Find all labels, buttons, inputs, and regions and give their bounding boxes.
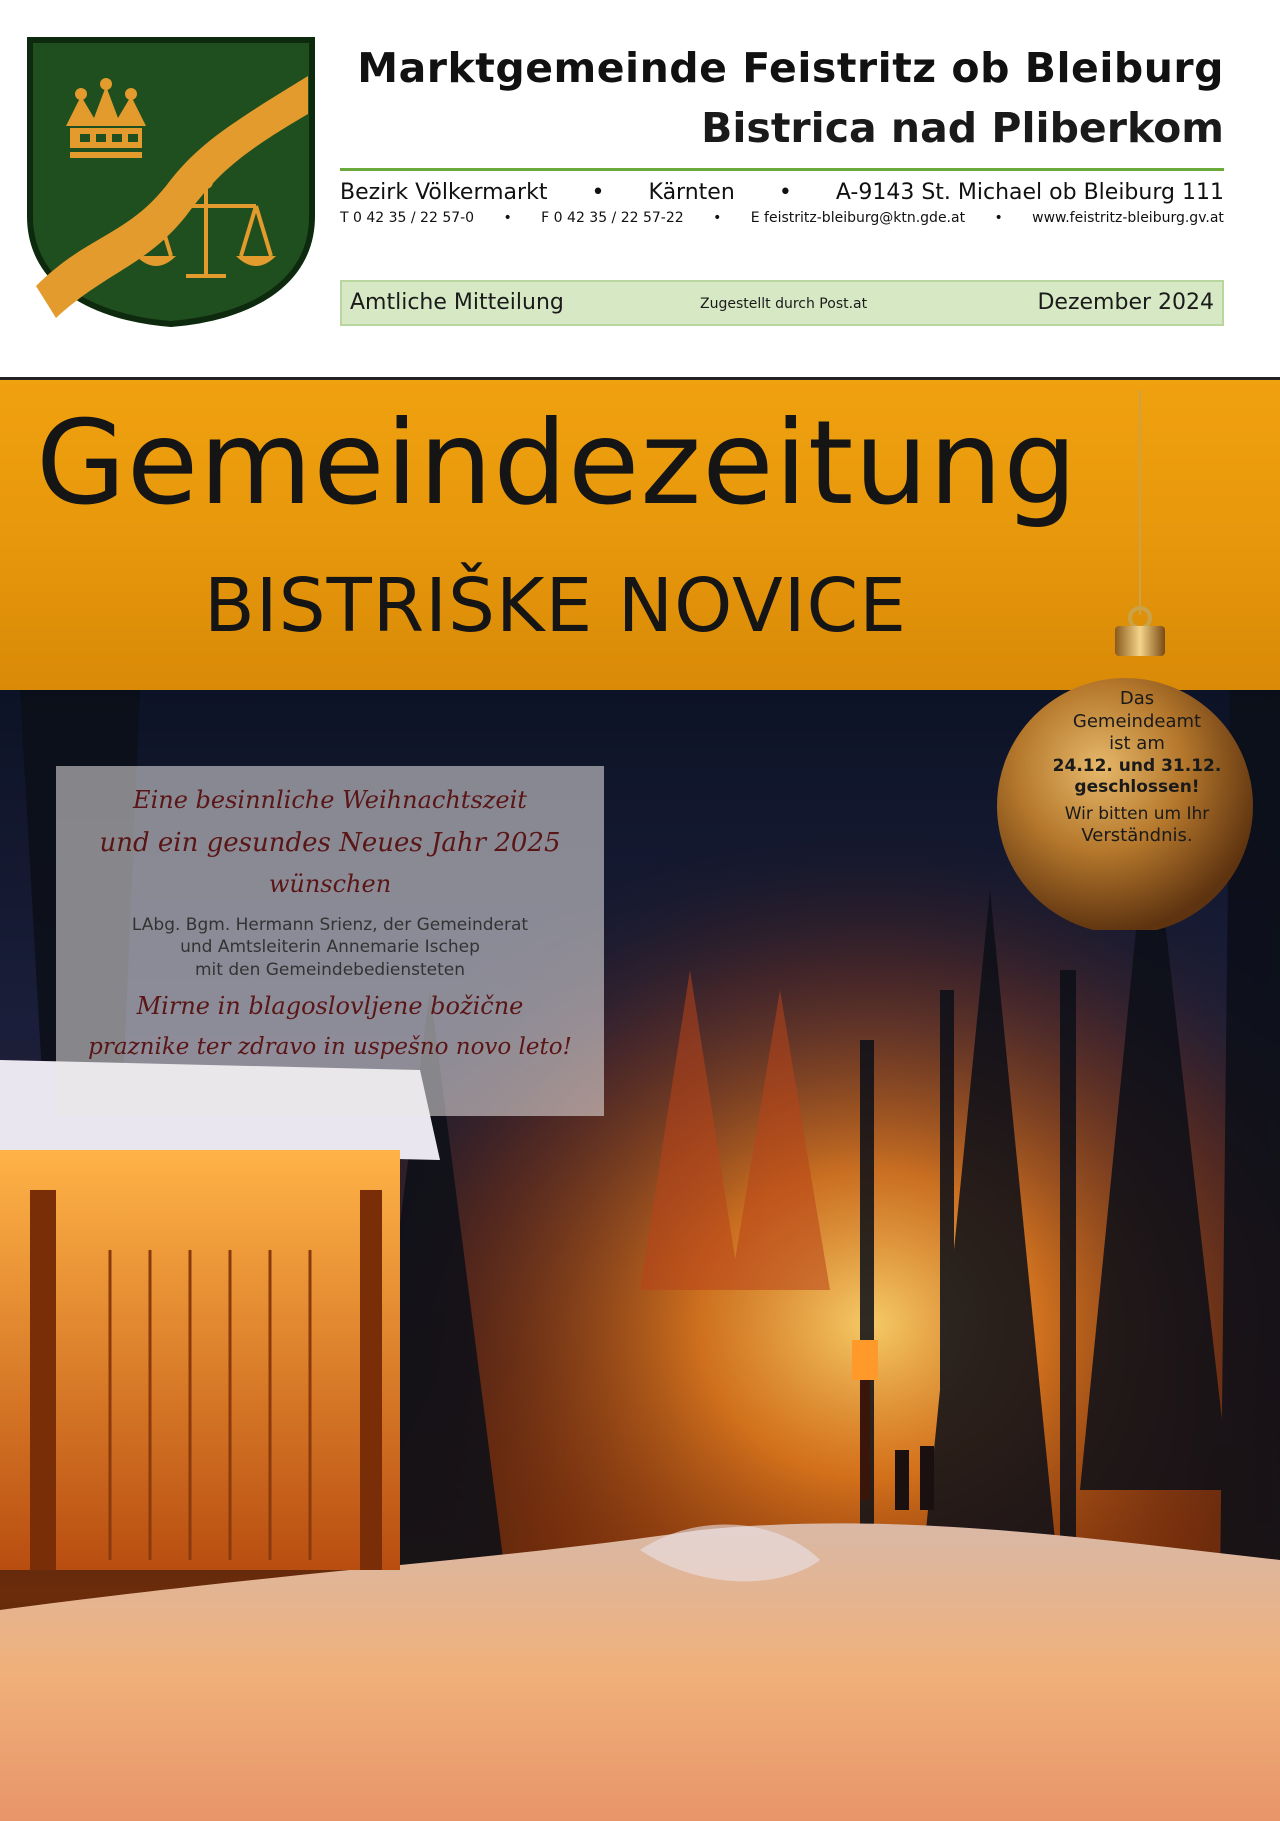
closure-line-7: Verständnis. xyxy=(1081,825,1193,847)
newspaper-title: Gemeindezeitung xyxy=(36,396,1079,531)
notice-bar xyxy=(340,280,1224,326)
sender-line-1: LAbg. Bgm. Hermann Srienz, der Gemeinderat xyxy=(131,915,529,935)
closure-line-1: Das xyxy=(1119,688,1155,709)
closure-line-3: ist am xyxy=(1109,733,1165,754)
official-notice-label: Amtliche Mitteilung xyxy=(350,290,564,315)
street-address-text: A-9143 St. Michael ob Bleiburg 111 xyxy=(835,180,1224,205)
municipality-name-slovene: Bistrica nad Pliberkom xyxy=(701,104,1224,152)
fax-number: F 0 42 35 / 22 57-22 xyxy=(541,210,684,226)
greeting-line-slovene-2: praznike ter zdravo in uspešno novo leto! xyxy=(88,1034,572,1060)
issue-date: Dezember 2024 xyxy=(1037,290,1214,315)
greeting-box xyxy=(56,766,604,1116)
bullet-separator: • xyxy=(503,210,512,226)
postal-delivery-label: Zugestellt durch Post.at xyxy=(700,296,868,312)
website-url: www.feistritz-bleiburg.gv.at xyxy=(1032,210,1224,226)
closure-dates: 24.12. und 31.12. xyxy=(1052,755,1222,776)
bullet-separator: • xyxy=(713,210,722,226)
phone-number: T 0 42 35 / 22 57-0 xyxy=(340,210,475,226)
state-text: Kärnten xyxy=(648,180,735,205)
coat-of-arms-logo xyxy=(26,36,316,328)
bullet-separator: • xyxy=(994,210,1003,226)
address-line xyxy=(340,180,1224,205)
christmas-ornament-icon xyxy=(990,390,1270,930)
bullet-separator: • xyxy=(778,180,792,205)
closure-line-6: Wir bitten um Ihr xyxy=(1064,804,1210,824)
greeting-line-german-1: Eine besinnliche Weihnachtszeit xyxy=(133,786,527,814)
bullet-separator: • xyxy=(591,180,605,205)
closure-status: geschlossen! xyxy=(1074,776,1200,797)
newspaper-subtitle: BISTRIŠKE NOVICE xyxy=(204,563,907,649)
greeting-line-german-3: wünschen xyxy=(268,870,392,898)
sender-line-3: mit den Gemeindebediensteten xyxy=(194,959,466,980)
greeting-line-german-2: und ein gesundes Neues Jahr 2025 xyxy=(99,828,561,858)
greeting-senders xyxy=(56,914,604,981)
contact-line xyxy=(340,210,1224,226)
masthead xyxy=(0,0,1280,380)
district-text: Bezirk Völkermarkt xyxy=(340,180,548,205)
greeting-line-slovene-1: Mirne in blagoslovljene božične xyxy=(136,992,524,1020)
email-address: E feistritz-bleiburg@ktn.gde.at xyxy=(750,210,966,226)
municipality-name-german: Marktgemeinde Feistritz ob Bleiburg xyxy=(357,44,1224,92)
office-closure-notice xyxy=(1012,688,1262,848)
sender-line-2: und Amtsleiterin Annemarie Ischep xyxy=(180,937,480,958)
closure-line-2: Gemeindeamt xyxy=(1072,710,1202,732)
divider xyxy=(340,168,1224,171)
